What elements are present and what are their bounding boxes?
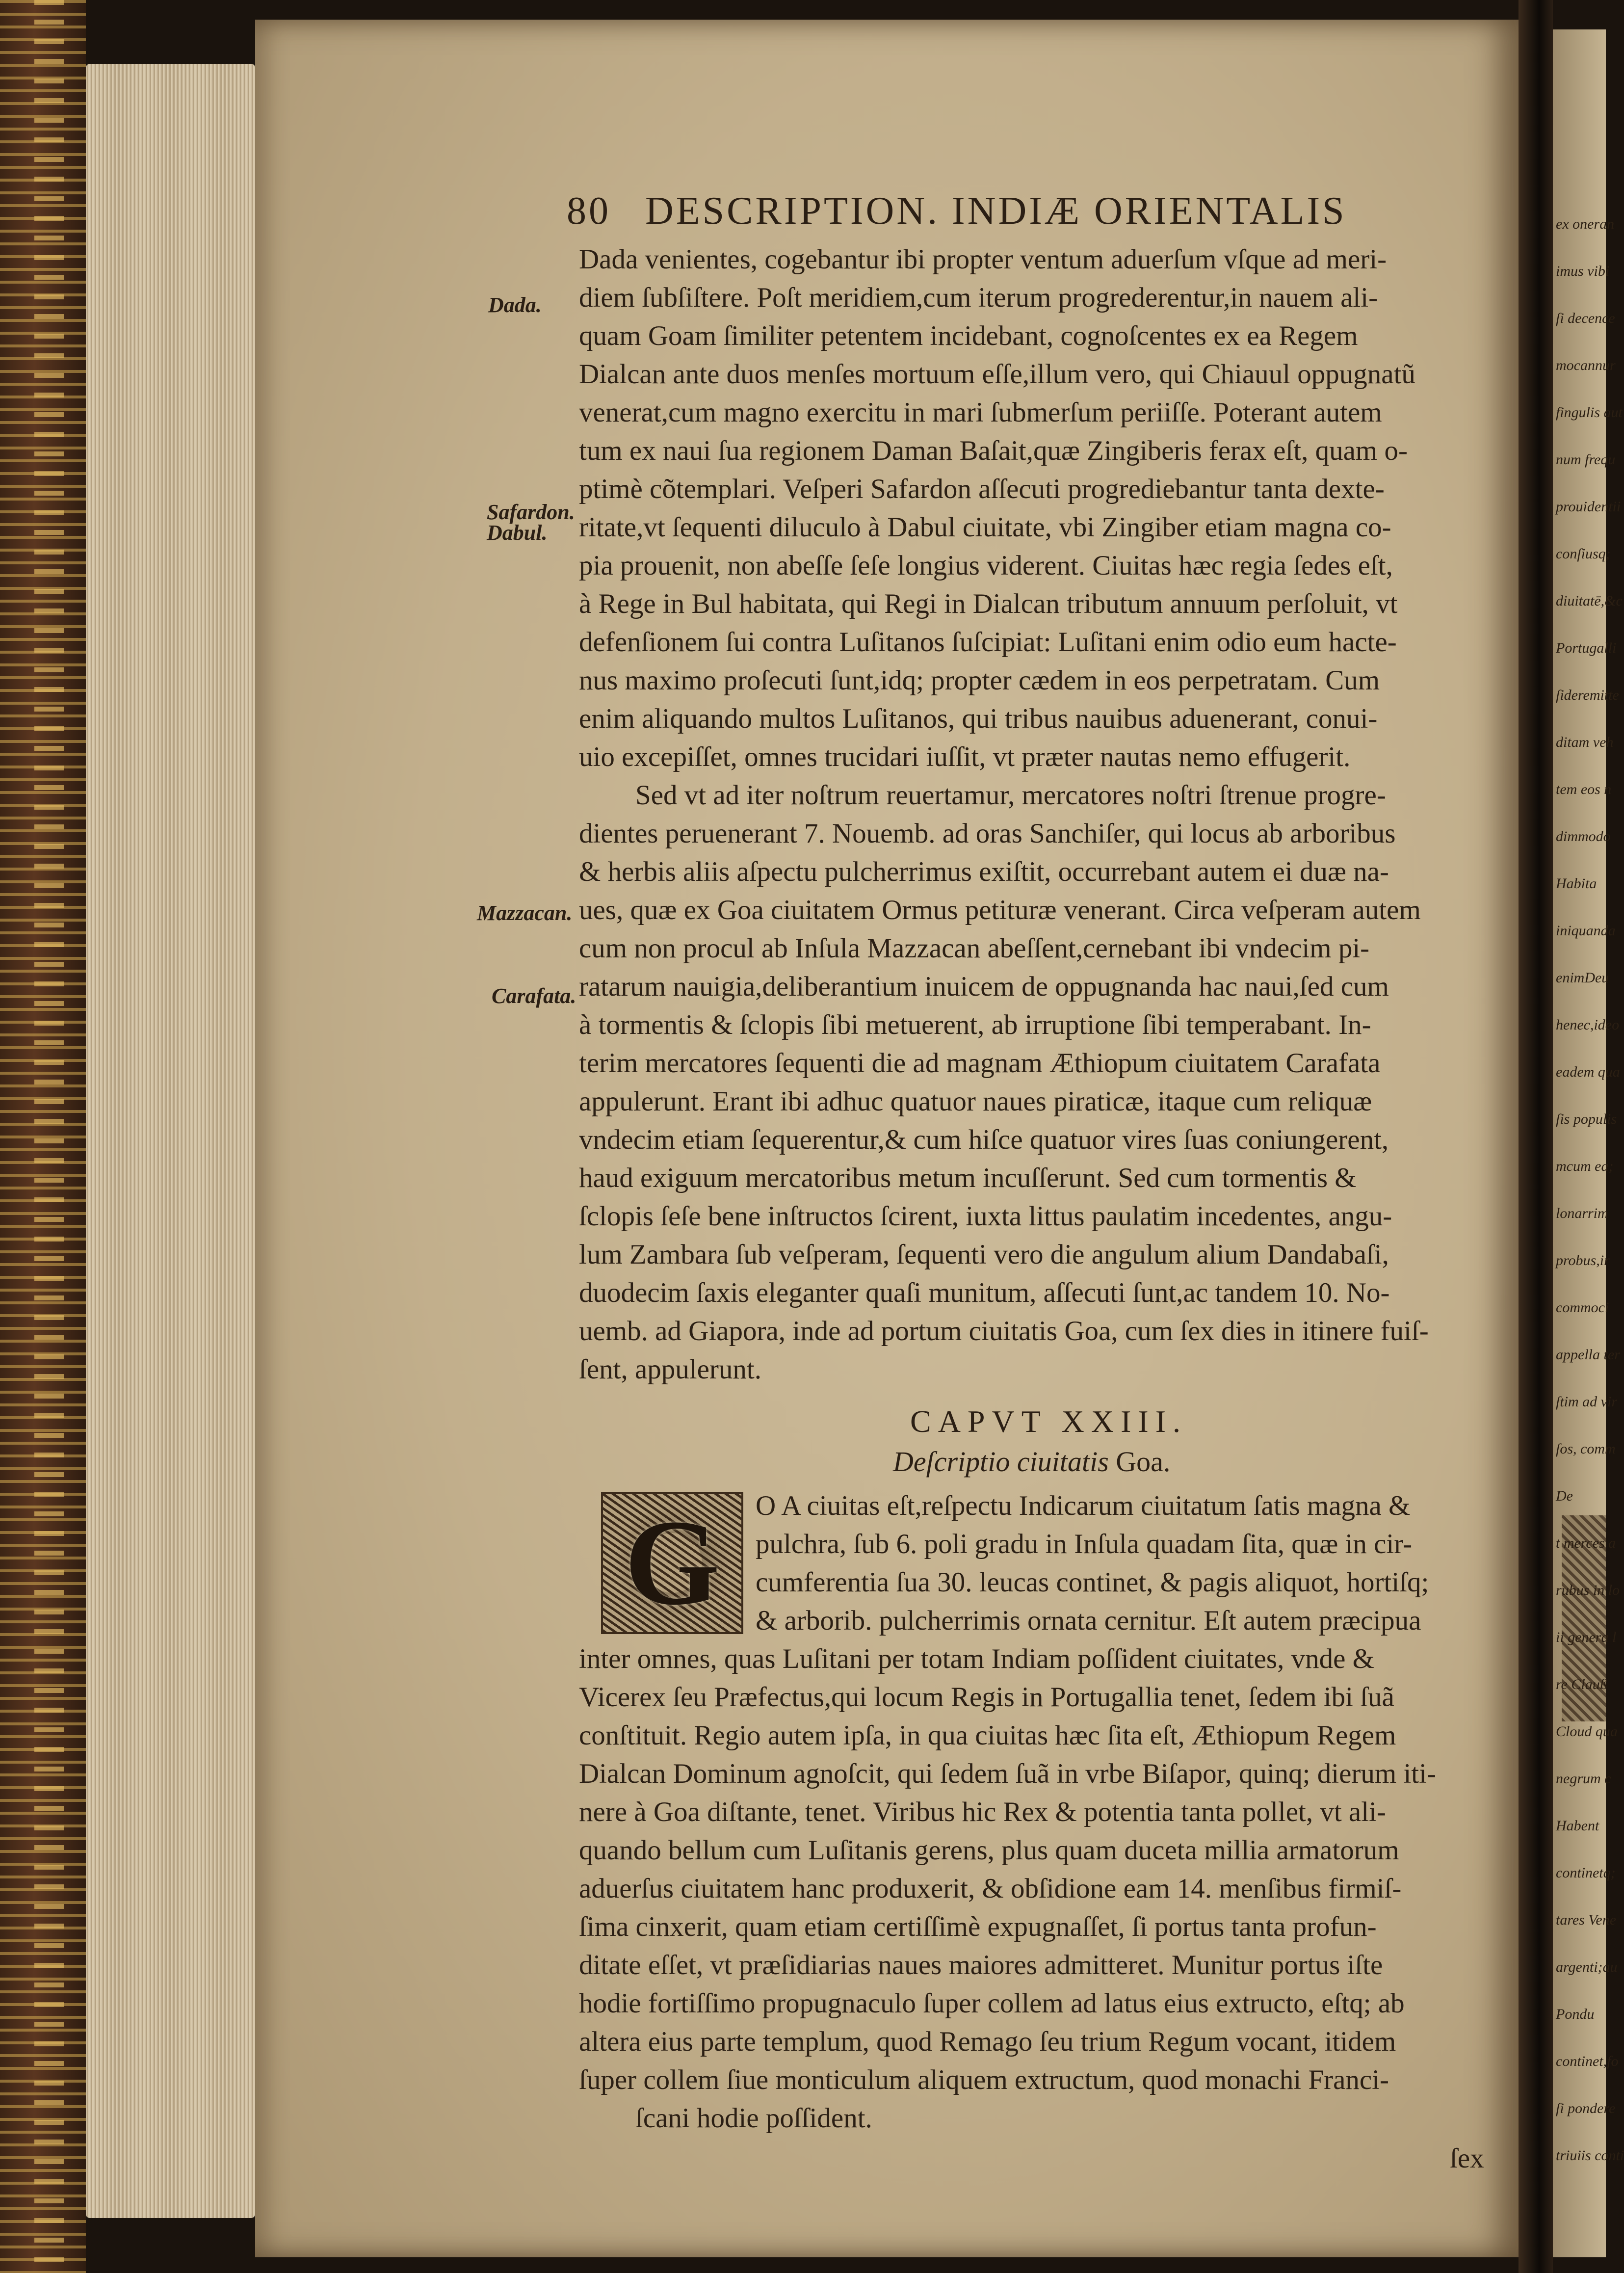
facing-page-fragment: Portugalli bbox=[1556, 640, 1617, 656]
body-line: vndecim etiam ſequerentur,& cum hiſce quatuor vires ſuas coniungerent, bbox=[579, 1124, 1389, 1155]
chapter-line: Dialcan Dominum agnoſcit, qui ſedem ſuã in vrbe Biſapor, quinq; dierum iti- bbox=[579, 1758, 1436, 1789]
margin-note-safardon: Safardon. bbox=[487, 500, 575, 524]
facing-page-fragment: re Clauß bbox=[1556, 1676, 1607, 1692]
body-line: appulerunt. Erant ibi adhuc quatuor naues piraticæ, itaque cum reliquæ bbox=[579, 1086, 1372, 1117]
facing-page-fragment: negrum c bbox=[1556, 1771, 1611, 1787]
facing-page-fragment: imus vibi bbox=[1556, 263, 1610, 279]
dropcap-letter: G bbox=[624, 1495, 720, 1631]
body-line: ratarum nauigia,deliberantium inuicem de oppugnanda hac naui,ſed cum bbox=[579, 971, 1389, 1002]
facing-page-fragment: t merces a bbox=[1556, 1535, 1616, 1551]
body-line: Sed vt ad iter noſtrum reuertamur, mercatores noſtri ſtrenue progre- bbox=[635, 780, 1386, 811]
facing-page-fragment: enimDeu bbox=[1556, 970, 1609, 986]
margin-note-dada: Dada. bbox=[488, 293, 542, 317]
facing-page-fragment: fingulis aut bbox=[1556, 404, 1623, 421]
facing-page-fragment: lonarrim bbox=[1556, 1205, 1608, 1221]
facing-page-fragment: Habent bbox=[1556, 1818, 1599, 1834]
body-line: duodecim ſaxis eleganter quaſi munitum, aſſecuti ſunt,ac tandem 10. No- bbox=[579, 1277, 1390, 1308]
facing-page-fragment: ſis populis bbox=[1556, 1111, 1617, 1127]
page-number: 80 bbox=[567, 189, 611, 233]
chapter-line: ſcani hodie poſſident. bbox=[635, 2103, 872, 2134]
facing-page-fragment: iniquanda bbox=[1556, 923, 1616, 939]
facing-page-fragment: mcum ea; bbox=[1556, 1158, 1614, 1174]
page-edges bbox=[86, 64, 255, 2218]
facing-page-fragment: ditam veh bbox=[1556, 734, 1614, 750]
chapter-line: ſuper collem ſiue monticulum aliquem extructum, quod monachi Franci- bbox=[579, 2064, 1389, 2095]
page-title: DESCRIPTION. INDIÆ ORIENTALIS bbox=[645, 189, 1347, 233]
body-line: ptimè cõtemplari. Veſperi Safardon aſſecuti progrediebantur tanta dexte- bbox=[579, 474, 1385, 504]
facing-page-fragment: ſtim ad vir bbox=[1556, 1394, 1617, 1410]
chapter-line: cumferentia ſua 30. leucas continet, & pagis aliquot, hortiſq; bbox=[756, 1567, 1429, 1598]
body-line: & herbis aliis aſpectu pulcherrimus exiſtit, occurrebant autem ei duæ na- bbox=[579, 856, 1389, 887]
chapter-subtitle-italic: Deſcriptio ciuitatis bbox=[893, 1446, 1109, 1478]
facing-page bbox=[1553, 29, 1624, 2257]
body-line: lum Zambara ſub veſperam, ſequenti vero die angulum alium Dandabaſi, bbox=[579, 1239, 1389, 1270]
body-line: haud exiguum mercatoribus metum incuſſerunt. Sed cum tormentis & bbox=[579, 1163, 1357, 1193]
chapter-line: aduerſus ciuitatem hanc produxerit, & obſidione eam 14. menſibus firmiſ- bbox=[579, 1873, 1402, 1904]
facing-page-fragment: diuitatē,&c bbox=[1556, 593, 1623, 609]
body-line: nus maximo proſecuti ſunt,idq; propter cædem in eos perpetratam. Cum bbox=[579, 665, 1380, 696]
dropcap-ornament bbox=[601, 1492, 743, 1634]
body-line: Dada venientes, cogebantur ibi propter ventum aduerſum vſque ad meri- bbox=[579, 244, 1387, 275]
margin-note-dabul: Dabul. bbox=[487, 521, 548, 545]
facing-page-fragment: appella ter bbox=[1556, 1347, 1620, 1363]
body-line: quam Goam ſimiliter petentem incidebant, cognoſcentes ex ea Regem bbox=[579, 320, 1358, 351]
body-line: ſent, appulerunt. bbox=[579, 1354, 761, 1385]
facing-page-fragment: ſi decence bbox=[1556, 310, 1615, 326]
facing-page-fragment: num frequ bbox=[1556, 451, 1616, 468]
chapter-line: quando bellum cum Luſitanis gerens, plus quam duceta millia armatorum bbox=[579, 1835, 1399, 1866]
facing-page-fragment: henec,ideo bbox=[1556, 1017, 1620, 1033]
facing-page-fragment: Habita bbox=[1556, 875, 1597, 892]
body-line: defenſionem ſui contra Luſitanos ſuſcipiat: Luſitani enim odio eum hacte- bbox=[579, 627, 1397, 658]
chapter-line: conſtituit. Regio autem ipſa, in qua ciuitas hæc ſita eſt, Æthiopum Regem bbox=[579, 1720, 1396, 1751]
chapter-line: ditate eſſet, vt præſidiarias naues maiores admitteret. Munitur portus iſte bbox=[579, 1950, 1383, 1981]
facing-page-fragment: ii genera l bbox=[1556, 1629, 1617, 1645]
facing-page-fragment: tares Vene bbox=[1556, 1912, 1617, 1928]
catchword: ſex bbox=[1450, 2143, 1484, 2174]
facing-page-fragment: continet,fo bbox=[1556, 2053, 1619, 2069]
facing-page-fragment: ſos, comm bbox=[1556, 1441, 1616, 1457]
body-line: uemb. ad Giapora, inde ad portum ciuitatis Goa, cum ſex dies in itinere fuiſ- bbox=[579, 1316, 1429, 1347]
body-line: à tormentis & ſclopis ſibi metuerent, ab irruptione ſibi temperabant. In- bbox=[579, 1009, 1371, 1040]
facing-page-fragment: rubus in lo bbox=[1556, 1582, 1620, 1598]
body-line: Dialcan ante duos menſes mortuum eſſe,illum vero, qui Chiauul oppugnatũ bbox=[579, 359, 1415, 390]
body-line: enim aliquando multos Luſitanos, qui tribus nauibus aduenerant, conui- bbox=[579, 703, 1378, 734]
facing-page-fragment: ex oneran bbox=[1556, 216, 1615, 232]
body-line: terim mercatores ſequenti die ad magnam Æthiopum ciuitatem Carafata bbox=[579, 1048, 1381, 1079]
body-line: pia prouenit, non abeſſe ſeſe longius viderent. Ciuitas hæc regia ſedes eſt, bbox=[579, 550, 1393, 581]
facing-page-fragment: conſiusq; bbox=[1556, 546, 1611, 562]
body-line: diem ſubſiſtere. Poſt meridiem,cum iterum progrederentur,in nauem ali- bbox=[579, 282, 1378, 313]
chapter-line: altera eius parte templum, quod Remago ſeu trium Regum vocant, itidem bbox=[579, 2026, 1396, 2057]
book-binding bbox=[0, 0, 86, 2273]
chapter-line: O A ciuitas eſt,reſpectu Indicarum ciuitatum ſatis magna & bbox=[756, 1490, 1411, 1521]
facing-page-fragment: dimmodo bbox=[1556, 828, 1611, 845]
facing-page-fragment: continetq; bbox=[1556, 1865, 1616, 1881]
chapter-line: ſima cinxerit, quam etiam certiſſimè expugnaſſet, ſi portus tanta profun- bbox=[579, 1911, 1377, 1942]
facing-page-fragment: probus,ir bbox=[1556, 1252, 1610, 1269]
facing-page-fragment: Cloud qua bbox=[1556, 1723, 1618, 1740]
chapter-line: inter omnes, quas Luſitani per totam Indiam poſſident ciuitates, vnde & bbox=[579, 1643, 1374, 1674]
facing-page-fragment: prouidentii bbox=[1556, 499, 1621, 515]
chapter-line: pulchra, ſub 6. poli gradu in Inſula quadam ſita, quæ in cir- bbox=[756, 1529, 1413, 1559]
facing-page-fragment: commoci bbox=[1556, 1299, 1609, 1316]
body-line: ues, quæ ex Goa ciuitatem Ormus petituræ venerant. Circa veſperam autem bbox=[579, 895, 1421, 925]
margin-note-mazzacan: Mazzacan. bbox=[477, 901, 573, 925]
running-head bbox=[567, 189, 1347, 234]
chapter-heading: CAPVT XXIII. bbox=[910, 1404, 1188, 1439]
chapter-subtitle bbox=[893, 1445, 1170, 1478]
chapter-line: & arborib. pulcherrimis ornata cernitur. Eſt autem præcipua bbox=[756, 1605, 1421, 1636]
margin-note-carafata: Carafata. bbox=[492, 984, 576, 1008]
body-line: tum ex naui ſua regionem Daman Baſait,quæ Zingiberis ferax eſt, quam o- bbox=[579, 435, 1408, 466]
body-line: dientes peruenerant 7. Nouemb. ad oras Sanchiſer, qui locus ab arboribus bbox=[579, 818, 1396, 849]
book-gutter bbox=[1519, 0, 1553, 2273]
facing-page-fragment: mocannur bbox=[1556, 357, 1616, 373]
chapter-line: nere à Goa diſtante, tenet. Viribus hic Rex & potentia tanta pollet, vt ali- bbox=[579, 1797, 1386, 1827]
facing-page-fragment: argenti;au bbox=[1556, 1959, 1618, 1975]
body-line: ſclopis ſeſe bene inſtructos ſcirent, iuxta littus paulatim incedentes, angu- bbox=[579, 1201, 1392, 1232]
facing-page-fragment: tem eos n bbox=[1556, 781, 1612, 797]
facing-page-fragment: De bbox=[1556, 1488, 1573, 1504]
facing-page-fragment: ſi pondere bbox=[1556, 2100, 1616, 2116]
facing-page-fragment: ſideremitte bbox=[1556, 687, 1619, 703]
body-line: à Rege in Bul habitata, qui Regi in Dialcan tributum annuum perſoluit, vt bbox=[579, 588, 1398, 619]
chapter-subtitle-roman: Goa. bbox=[1116, 1446, 1171, 1478]
facing-page-fragment: triuiis conti bbox=[1556, 2147, 1624, 2164]
chapter-line: Vicerex ſeu Præfectus,qui locum Regis in Portugallia tenet, ſedem ibi ſuã bbox=[579, 1682, 1394, 1713]
body-line: cum non procul ab Inſula Mazzacan abeſſent,cernebant ibi vndecim pi- bbox=[579, 933, 1370, 964]
chapter-line: hodie fortiſſimo propugnaculo ſuper collem ad latus eius extructo, eſtq; ab bbox=[579, 1988, 1405, 2019]
facing-page-fragment: Pondu bbox=[1556, 2006, 1595, 2022]
body-line: ritate,vt ſequenti diluculo à Dabul ciuitate, vbi Zingiber etiam magna co- bbox=[579, 512, 1391, 543]
body-line: venerat,cum magno exercitu in mari ſubmerſum periiſſe. Poterant autem bbox=[579, 397, 1382, 428]
body-line: uio excepiſſet, omnes trucidari iuſſit, vt præter nautas nemo effugerit. bbox=[579, 741, 1351, 772]
facing-page-fragment: eadem qua bbox=[1556, 1064, 1620, 1080]
